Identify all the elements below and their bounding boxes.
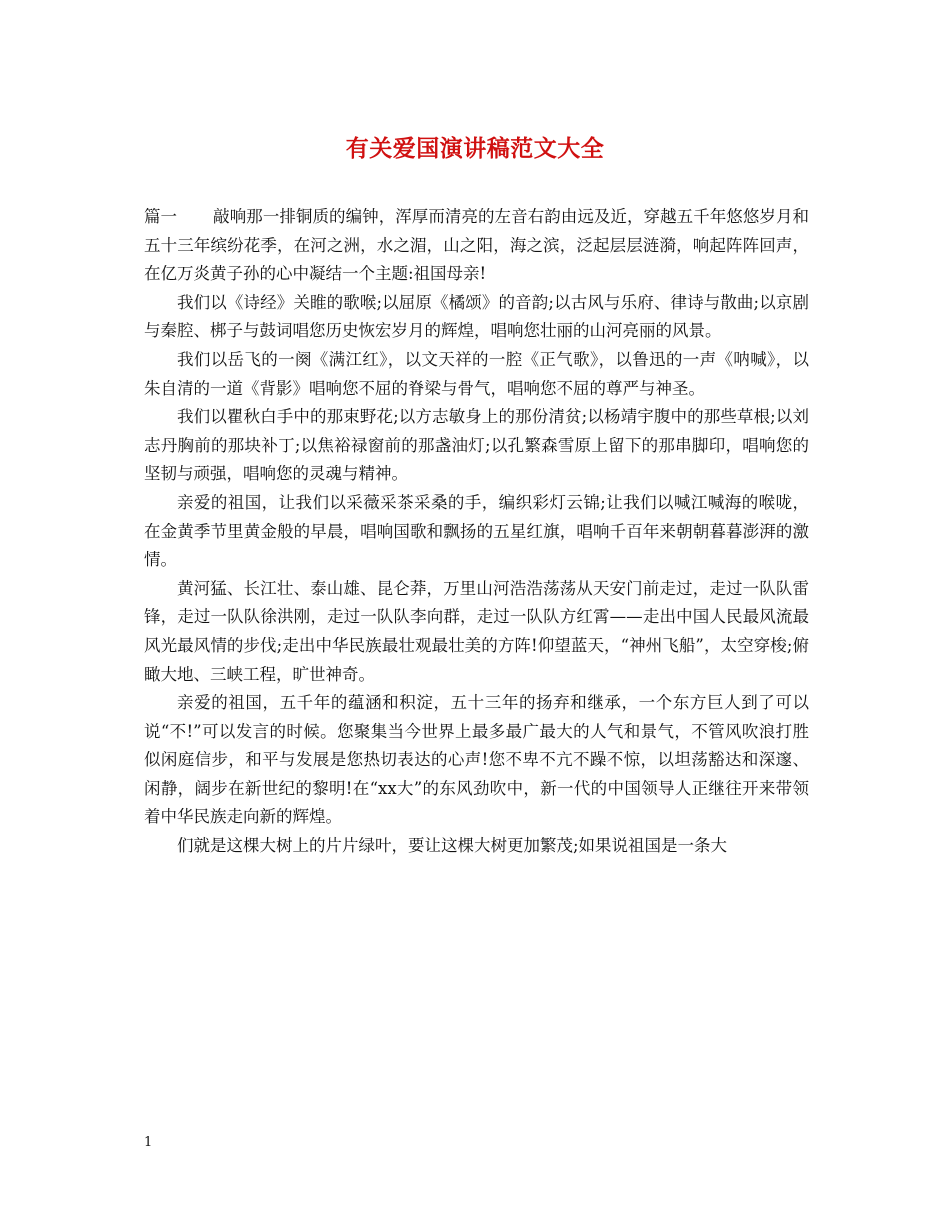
document-title: 有关爱国演讲稿范文大全: [345, 135, 605, 162]
paragraph-1-text: 敲响那一排铜质的编钟，浑厚而清亮的左音右韵由远及近，穿越五千年悠悠岁月和五十三年缤纷花季，在河之洲，水之湄，山之阳，海之滨，泛起层层涟漪，响起阵阵回声，在亿万炎黄子孙的心中凝结一个主题:祖国母亲!: [144, 207, 810, 284]
paragraph-7: 亲爱的祖国，五千年的蕴涵和积淀，五十三年的扬弃和继承，一个东方巨人到了可以说“不!”可以发言的时候。您聚集当今世界上最多最广最大的人气和景气，不管风吹浪打胜似闲庭信步，和平与发展是您热切表达的心声!您不卑不亢不躁不惊，以坦荡豁达和深邃、闲静，阔步在新世纪的黎明!在“xx大”的东风劲吹中，新一代的中国领导人正继往开来带领着中华民族走向新的辉煌。: [144, 693, 809, 827]
paragraph-4: 我们以瞿秋白手中的那束野花;以方志敏身上的那份清贫;以杨靖宇腹中的那些草根;以刘志丹胸前的那块补丁;以焦裕禄窗前的那盏油灯;以孔繁森雪原上留下的那串脚印，唱响您的坚韧与顽强，唱响您的灵魂与精神。: [144, 407, 809, 484]
paragraph-6: 黄河猛、长江壮、泰山雄、昆仑莽，万里山河浩浩荡荡从天安门前走过，走过一队队雷锋，走过一队队徐洪刚，走过一队队李向群，走过一队队方红霄——走出中国人民最风流最风光最风情的步伐;走出中华民族最壮观最壮美的方阵!仰望蓝天，“神州飞船”，太空穿梭;俯瞰大地、三峡工程，旷世神奇。: [144, 578, 809, 684]
document-body: [144, 203, 809, 861]
paragraph-5: 亲爱的祖国，让我们以采薇采茶采桑的手，编织彩灯云锦;让我们以喊江喊海的喉咙，在金黄季节里黄金般的早晨，唱响国歌和飘扬的五星红旗，唱响千百年来朝朝暮暮澎湃的激情。: [144, 492, 809, 570]
paragraph-8: 们就是这棵大树上的片片绿叶，要让这棵大树更加繁茂;如果说祖国是一条大: [177, 836, 728, 856]
paragraph-1: [144, 203, 809, 289]
paragraph-2: 我们以《诗经》关睢的歌喉;以屈原《橘颂》的音韵;以古风与乐府、律诗与散曲;以京剧与秦腔、梆子与鼓词唱您历史恢宏岁月的辉煌，唱响您壮丽的山河亮丽的风景。: [144, 292, 809, 341]
paragraph-3: 我们以岳飞的一阕《满江红》，以文天祥的一腔《正气歌》，以鲁迅的一声《呐喊》，以朱自清的一道《背影》唱响您不屈的脊梁与骨气，唱响您不屈的尊严与神圣。: [144, 349, 809, 398]
page-number: 1: [144, 1135, 153, 1150]
section-label: 篇一: [144, 207, 178, 226]
